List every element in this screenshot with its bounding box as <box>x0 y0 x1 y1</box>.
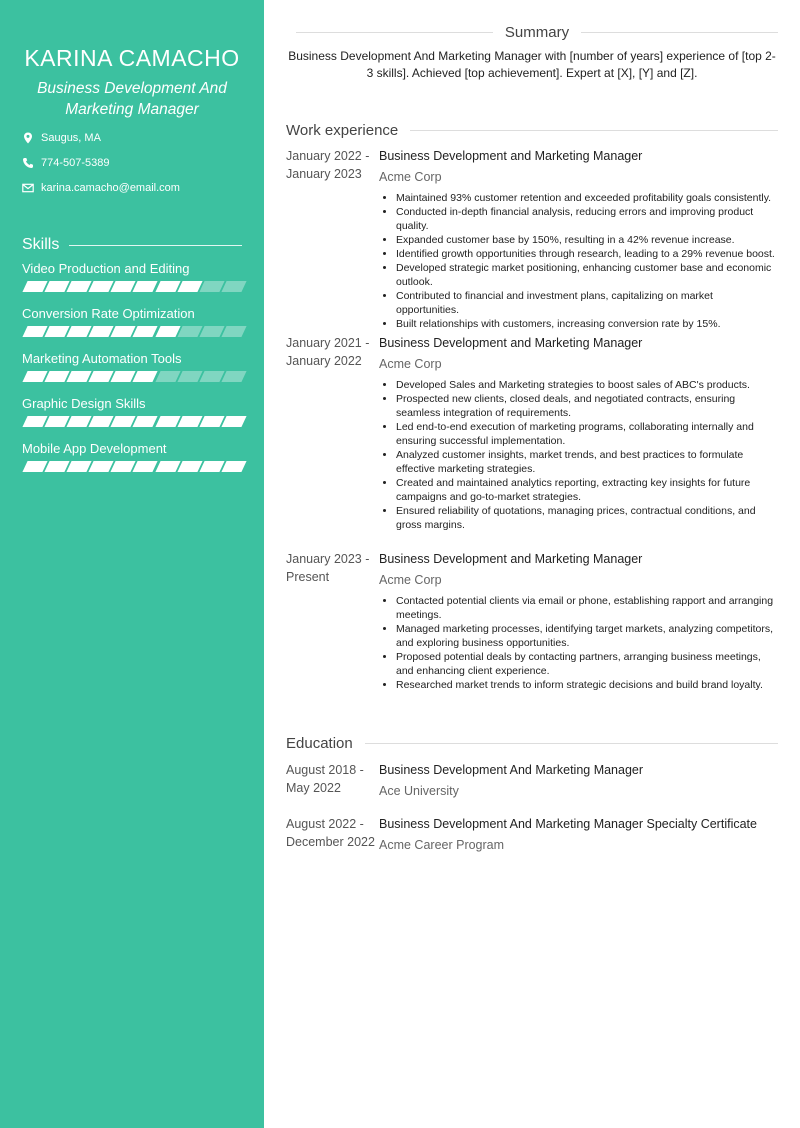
skill-item <box>22 306 244 337</box>
contact-email <box>22 182 180 194</box>
skill-segment-filled <box>133 416 158 427</box>
work-role: Business Development and Marketing Manager <box>379 552 643 566</box>
work-bullet: • Conducted in-depth financial analysis, reducing errors and improving product quality. <box>396 205 778 233</box>
work-bullet: • Contacted potential clients via email or phone, establishing rapport and arranging meetings. <box>396 594 778 622</box>
candidate-name: KARINA CAMACHO <box>24 45 240 71</box>
skill-segment-filled <box>177 461 202 472</box>
work-bullet: • Proposed potential deals by contacting partners, arranging business meetings, and enhancing client experience. <box>396 650 778 678</box>
work-bullets <box>379 594 778 692</box>
skill-segment-filled <box>133 326 158 337</box>
work-company: Acme Corp <box>379 573 442 587</box>
skill-segment-filled <box>133 371 158 382</box>
work-company: Acme Corp <box>379 170 442 184</box>
education-date <box>286 761 376 797</box>
skill-segment-filled <box>177 416 202 427</box>
skill-segment-filled <box>155 416 180 427</box>
work-bullet: • Researched market trends to inform strategic decisions and build brand loyalty. <box>396 678 778 692</box>
work-date <box>286 550 376 586</box>
contact-phone <box>22 157 110 169</box>
skills-heading <box>22 236 242 254</box>
work-bullet: • Prospected new clients, closed deals, and negotiated contracts, ensuring seamless integration of requirements. <box>396 392 778 420</box>
work-date-end: Present <box>286 570 330 584</box>
work-bullet: • Managed marketing processes, identifying target markets, analyzing competitors, and exploring business opportunities. <box>396 622 778 650</box>
skill-label: Marketing Automation Tools <box>22 351 182 366</box>
education-degree: Business Development And Marketing Manager <box>379 763 644 777</box>
work-bullet: • Expanded customer base by 150%, resulting in a 42% revenue increase. <box>396 233 778 247</box>
education-date-end: May 2022 <box>286 781 341 795</box>
skill-segment-empty <box>199 371 224 382</box>
work-heading-text: Work experience <box>286 122 399 139</box>
education-degree: Business Development And Marketing Manager Specialty Certificate <box>379 817 757 831</box>
skill-segment-filled <box>133 461 158 472</box>
skill-segment-filled <box>155 461 180 472</box>
education-date-start: August 2018 - <box>286 763 364 777</box>
skill-segment-empty <box>199 326 224 337</box>
skill-segment-filled <box>199 461 224 472</box>
education-divider <box>365 743 778 744</box>
work-date-end: January 2023 <box>286 167 362 181</box>
skill-segment-empty <box>155 371 180 382</box>
summary-text: Business Development And Marketing Manager with [number of years] experience of [top 2-3 skills]. Achieved [top achievement]. Expert at [X], [Y] and [Z]. <box>288 49 776 80</box>
skill-level-bar <box>22 281 244 292</box>
skill-segment-empty <box>199 281 224 292</box>
phone-icon <box>22 157 34 169</box>
work-date-start: January 2021 - <box>286 336 370 350</box>
education-school: Ace University <box>379 784 459 798</box>
work-divider <box>410 130 778 131</box>
location-text: Saugus, MA <box>41 132 101 144</box>
location-pin-icon <box>22 132 34 144</box>
education-date-start: August 2022 - <box>286 817 364 831</box>
work-company: Acme Corp <box>379 357 442 371</box>
skill-label: Conversion Rate Optimization <box>22 306 195 321</box>
skill-label: Video Production and Editing <box>22 261 190 276</box>
phone-text: 774-507-5389 <box>41 157 110 169</box>
skill-item <box>22 261 244 292</box>
skill-segment-filled <box>155 281 180 292</box>
skill-segment-empty <box>221 371 246 382</box>
skill-segment-filled <box>199 416 224 427</box>
skill-level-bar <box>22 371 244 382</box>
skill-level-bar <box>22 461 244 472</box>
work-bullet: • Built relationships with customers, increasing conversion rate by 15%. <box>396 317 778 331</box>
skill-segment-empty <box>177 371 202 382</box>
education-date-end: December 2022 <box>286 835 375 849</box>
contact-location <box>22 132 101 144</box>
sidebar <box>0 0 264 1128</box>
skill-segment-empty <box>221 326 246 337</box>
skill-segment-empty <box>177 326 202 337</box>
skill-item <box>22 351 244 382</box>
work-bullet: • Created and maintained analytics reporting, extracting key insights for future campaigns and go-to-market strategies. <box>396 476 778 504</box>
summary-divider-right <box>581 32 778 33</box>
skill-label: Mobile App Development <box>22 441 167 456</box>
summary-divider-left <box>296 32 493 33</box>
education-school: Acme Career Program <box>379 838 505 852</box>
education-heading <box>286 735 778 752</box>
work-bullet: • Contributed to financial and investment plans, capitalizing on market opportunities. <box>396 289 778 317</box>
work-date-start: January 2023 - <box>286 552 370 566</box>
summary-heading <box>296 24 778 41</box>
email-icon <box>22 182 34 194</box>
work-bullet: • Developed strategic market positioning, enhancing customer base and economic outlook. <box>396 261 778 289</box>
skill-item <box>22 396 244 427</box>
work-bullet: • Analyzed customer insights, market trends, and best practices to formulate effective marketing strategies. <box>396 448 778 476</box>
work-bullets <box>379 378 778 532</box>
summary-heading-text: Summary <box>504 24 570 41</box>
work-date-end: January 2022 <box>286 354 362 368</box>
skill-segment-filled <box>221 461 246 472</box>
work-bullet: • Led end-to-end execution of marketing programs, collaborating internally and ensuring successful implementation. <box>396 420 778 448</box>
work-bullets <box>379 191 778 331</box>
skill-segment-filled <box>133 281 158 292</box>
work-date <box>286 334 376 370</box>
work-date-start: January 2022 - <box>286 149 370 163</box>
skills-heading-text: Skills <box>22 236 60 253</box>
work-bullet: • Identified growth opportunities through research, leading to a 29% revenue boost. <box>396 247 778 261</box>
skill-segment-filled <box>177 281 202 292</box>
skill-label: Graphic Design Skills <box>22 396 146 411</box>
work-date <box>286 147 376 183</box>
work-role: Business Development and Marketing Manager <box>379 149 643 163</box>
skill-segment-empty <box>221 281 246 292</box>
work-bullet: • Developed Sales and Marketing strategies to boost sales of ABC's products. <box>396 378 778 392</box>
email-text[interactable]: karina.camacho@email.com <box>41 182 180 194</box>
skill-level-bar <box>22 326 244 337</box>
skills-divider <box>69 245 242 246</box>
work-bullet: • Maintained 93% customer retention and exceeded profitability goals consistently. <box>396 191 778 205</box>
work-heading <box>286 122 778 139</box>
candidate-title: Business Development And Marketing Manager <box>37 80 227 118</box>
skill-segment-filled <box>221 416 246 427</box>
education-date <box>286 815 376 851</box>
work-role: Business Development and Marketing Manager <box>379 336 643 350</box>
skill-level-bar <box>22 416 244 427</box>
skill-segment-filled <box>155 326 180 337</box>
education-heading-text: Education <box>286 735 353 752</box>
work-bullet: • Ensured reliability of quotations, managing prices, contractual conditions, and gross margins. <box>396 504 778 532</box>
skill-item <box>22 441 244 472</box>
